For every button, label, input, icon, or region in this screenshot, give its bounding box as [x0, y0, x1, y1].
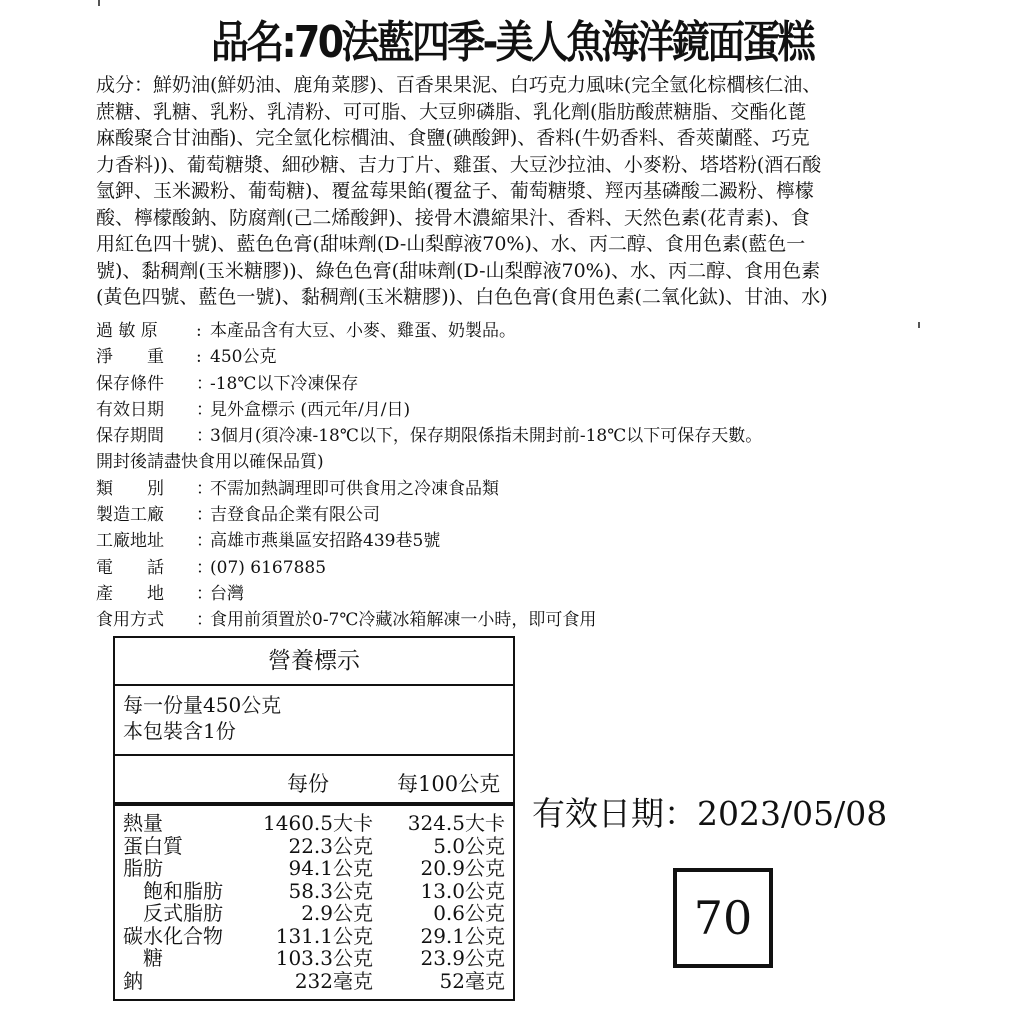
nutrient-name: 蛋白質 — [123, 833, 183, 858]
servings-per-pack: 本包裝含1份 — [123, 719, 236, 743]
info-row-phone — [96, 555, 896, 581]
per-serving-value: 103.3公克 — [275, 946, 373, 970]
table-row — [123, 857, 505, 880]
info-value: (07) 6167885 — [210, 557, 327, 578]
info-value: 450公克 — [210, 347, 277, 368]
expiry-date: 有效日期：2023/05/08 — [532, 794, 888, 833]
info-value: 本產品含有大豆、小麥、雞蛋、奶製品。 — [210, 321, 516, 341]
per-serving-value: 2.9公克 — [301, 901, 373, 925]
per-100g-value: 20.9公克 — [420, 856, 505, 880]
info-value: 見外盒標示 (西元年/月/日) — [210, 399, 411, 420]
info-value: -18℃以下冷凍保存 — [210, 373, 359, 394]
info-row-origin — [96, 581, 896, 607]
per-serving-value: 1460.5大卡 — [263, 811, 373, 835]
info-key: 過 敏 原 — [96, 321, 158, 341]
info-sep: ： — [196, 531, 213, 552]
ingredients-line: 用紅色四十號)、藍色色膏(甜味劑(D-山梨醇液70%)、水、丙二醇、食用色素(藍色一 — [96, 233, 806, 255]
ingredients-line: 力香料))、葡萄糖漿、細砂糖、吉力丁片、雞蛋、大豆沙拉油、小麥粉、塔塔粉(酒石酸 — [96, 153, 822, 176]
ingredients-line: 號)、黏稠劑(玉米糖膠))、綠色色膏(甜味劑(D-山梨醇液70%)、水、丙二醇、食用色素 — [96, 259, 821, 282]
info-sep: : — [196, 347, 202, 368]
nutrient-name: 飽和脂肪 — [123, 878, 223, 903]
ingredients-line: 麻酸聚合甘油酯)、完全氫化棕櫚油、食鹽(碘酸鉀)、香料(牛奶香料、香莢蘭醛、巧克 — [96, 127, 810, 149]
nutrition-values — [123, 812, 505, 992]
per-100g-value: 0.6公克 — [433, 901, 505, 925]
table-row — [123, 835, 505, 858]
per-serving-value: 58.3公克 — [288, 878, 373, 903]
info-sep: ： — [196, 478, 213, 499]
nutrient-name: 反式脂肪 — [123, 901, 223, 925]
nutrition-heading: 營養標示 — [115, 638, 513, 686]
ingredients-line: 成分：鮮奶油(鮮奶油、鹿角菜膠)、百香果果泥、白巧克力風味(完全氫化棕櫚核仁油、 — [96, 74, 822, 96]
info-row-expiry — [96, 397, 896, 423]
per-serving-value: 94.1公克 — [288, 856, 373, 880]
nutrient-name: 熱量 — [123, 811, 163, 835]
table-row — [123, 925, 505, 948]
ingredients-block — [96, 72, 896, 311]
batch-code-box: 70 — [673, 868, 773, 968]
ingredients-line: 氫鉀、玉米澱粉、葡萄糖)、覆盆莓果餡(覆盆子、葡萄糖漿、羥丙基磷酸二澱粉、檸檬 — [96, 180, 814, 202]
per-serving-value: 22.3公克 — [288, 833, 373, 858]
ingredients-line: 酸、檸檬酸鈉、防腐劑(己二烯酸鉀)、接骨木濃縮果汁、香料、天然色素(花青素)、食 — [96, 206, 810, 229]
nutrition-table — [113, 636, 515, 1001]
nutrient-name: 鈉 — [123, 968, 143, 993]
info-row-category — [96, 476, 896, 502]
info-value: 吉登食品企業有限公司 — [210, 505, 380, 526]
table-row — [123, 880, 505, 903]
info-sep: ： — [196, 426, 213, 447]
info-row-weight — [96, 344, 896, 370]
info-row-shelf-life — [96, 423, 896, 449]
table-row — [123, 947, 505, 970]
col-per-serving: 每份 — [287, 772, 329, 796]
info-key: 類 別 — [96, 478, 164, 499]
col-per-100g: 每100公克 — [397, 772, 501, 796]
info-value: 3個月(須冷凍-18℃以下，保存期限係指未開封前-18℃以下可保存天數。 — [210, 426, 763, 447]
info-value: 不需加熱調理即可供食用之冷凍食品類 — [210, 478, 499, 499]
info-row-manufacturer — [96, 502, 896, 528]
info-row-usage — [96, 607, 896, 633]
product-info-list — [96, 318, 896, 634]
table-row — [123, 902, 505, 925]
info-key: 工廠地址 — [96, 531, 164, 552]
info-sep: ： — [196, 399, 213, 420]
info-row-allergen — [96, 318, 896, 344]
info-sep: ： — [196, 373, 213, 394]
per-100g-value: 324.5大卡 — [407, 811, 505, 835]
product-title: 品名:70法藍四季-美人魚海洋鏡面蛋糕 — [210, 17, 814, 68]
per-serving-value: 131.1公克 — [275, 923, 373, 948]
per-100g-value: 13.0公克 — [420, 878, 505, 903]
info-row-address — [96, 528, 896, 554]
info-sep: : — [196, 321, 202, 341]
info-key: 淨 重 — [96, 347, 164, 368]
info-key: 製造工廠 — [96, 505, 164, 526]
info-sep: ： — [196, 505, 213, 526]
nutrition-serving-info — [115, 686, 513, 756]
info-value: 高雄市燕巢區安招路439巷5號 — [210, 531, 441, 552]
serving-size: 每一份量450公克 — [123, 693, 282, 717]
info-key: 食用方式 — [96, 610, 164, 631]
info-sep: ： — [196, 610, 213, 631]
per-serving-value: 232毫克 — [294, 968, 373, 993]
nutrient-name: 糖 — [123, 946, 163, 970]
nutrient-name: 碳水化合物 — [123, 923, 223, 948]
info-key: 產 地 — [96, 583, 164, 604]
info-key: 電 話 — [96, 557, 164, 578]
info-sep: ： — [196, 583, 213, 604]
info-key: 保存期間 — [96, 426, 164, 447]
per-100g-value: 5.0公克 — [433, 833, 505, 858]
info-row-after-opening: 開封後請盡快食用以確保品質) — [96, 452, 324, 473]
crop-mark — [918, 322, 920, 328]
info-value: 食用前須置於0-7℃冷藏冰箱解凍一小時，即可食用 — [210, 610, 597, 631]
ingredients-line: (黃色四號、藍色一號)、黏稠劑(玉米糖膠))、白色色膏(食用色素(二氧化鈦)、甘油、水) — [96, 286, 828, 308]
table-row — [123, 812, 505, 835]
info-key: 保存條件 — [96, 373, 164, 394]
per-100g-value: 23.9公克 — [420, 946, 505, 970]
info-row-storage — [96, 371, 896, 397]
ingredients-line: 蔗糖、乳糖、乳粉、乳清粉、可可脂、大豆卵磷脂、乳化劑(脂肪酸蔗糖脂、交酯化蓖 — [96, 100, 807, 123]
per-100g-value: 52毫克 — [439, 968, 505, 993]
info-key: 有效日期 — [96, 399, 164, 420]
nutrient-name: 脂肪 — [123, 856, 163, 880]
info-value: 台灣 — [210, 583, 244, 604]
per-100g-value: 29.1公克 — [420, 923, 505, 948]
info-sep: ： — [196, 557, 213, 578]
nutrition-column-headers — [115, 756, 513, 806]
table-row — [123, 970, 505, 993]
